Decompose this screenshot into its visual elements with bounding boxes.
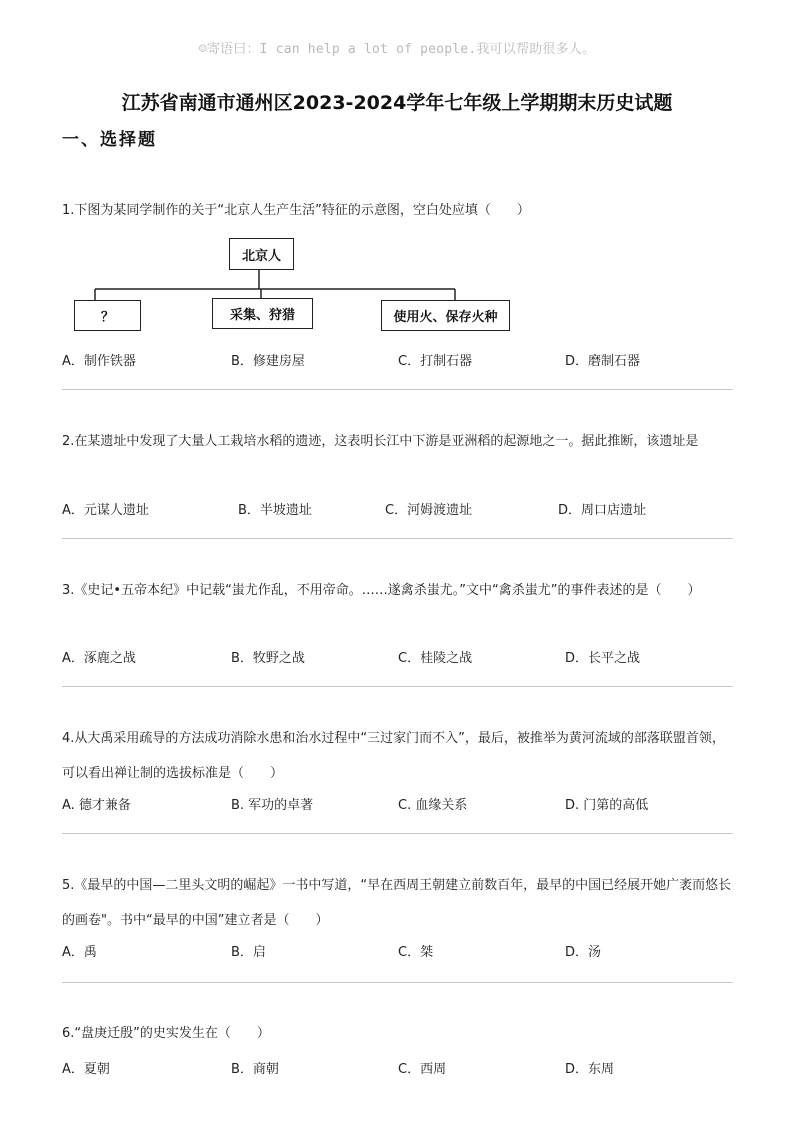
question-1-diagram-connectors xyxy=(0,0,794,340)
question-6-stem: 6.“盘庚迁殷”的史实发生在（ ） xyxy=(62,1026,270,1041)
question-2-option-b[interactable]: B．半坡遗址 xyxy=(238,503,312,518)
question-4-option-c[interactable]: C. 血缘关系 xyxy=(398,798,468,813)
question-1-stem: 1.下图为某同学制作的关于“北京人生产生活”特征的示意图，空白处应填（ ） xyxy=(62,203,530,218)
divider xyxy=(62,833,733,834)
question-2-stem: 2.在某遗址中发现了大量人工栽培水稻的遗迹，这表明长江中下游是亚洲稻的起源地之一。据此推断，该遗址是 xyxy=(62,434,699,449)
question-4-option-a[interactable]: A. 德才兼备 xyxy=(62,798,131,813)
question-6-option-a[interactable]: A．夏朝 xyxy=(62,1062,110,1077)
section-heading: 一、选择题 xyxy=(62,130,157,150)
question-2-option-a[interactable]: A．元谋人遗址 xyxy=(62,503,149,518)
diagram-root-box: 北京人 xyxy=(229,238,294,270)
divider xyxy=(62,538,733,539)
question-5-option-b[interactable]: B．启 xyxy=(231,945,266,960)
question-4-stem: 4.从大禹采用疏导的方法成功消除水患和治水过程中“三过家门而不入”，最后，被推举为黄河流域的部落联盟首领，可以看出禅让制的选拔标准是（ ） xyxy=(62,731,725,781)
divider xyxy=(62,686,733,687)
question-6-option-b[interactable]: B．商朝 xyxy=(231,1062,279,1077)
diagram-gathering-box: 采集、狩猎 xyxy=(212,298,313,329)
divider xyxy=(62,982,733,983)
question-3-stem: 3.《史记•五帝本纪》中记载“蚩尤作乱，不用帝命。……遂禽杀蚩尤。”文中“禽杀蚩尤”的事件表述的是（ ） xyxy=(62,583,701,598)
question-6-option-d[interactable]: D．东周 xyxy=(565,1062,615,1077)
question-3-option-c[interactable]: C．桂陵之战 xyxy=(398,651,473,666)
divider xyxy=(62,389,733,390)
question-4-option-d[interactable]: D. 门第的高低 xyxy=(565,798,649,813)
question-2-option-d[interactable]: D．周口店遗址 xyxy=(558,503,647,518)
question-1-option-b[interactable]: B．修建房屋 xyxy=(231,354,305,369)
question-4-option-b[interactable]: B. 军功的卓著 xyxy=(231,798,314,813)
question-5-stem: 5.《最早的中国—二里头文明的崛起》一书中写道，“早在西周王朝建立前数百年，最早的中国已经展开她广袤而悠长的画卷"。书中“最早的中国”建立者是（ ） xyxy=(62,878,732,928)
question-1-option-d[interactable]: D．磨制石器 xyxy=(565,354,641,369)
question-2-option-c[interactable]: C．河姆渡遗址 xyxy=(385,503,473,518)
question-1-option-c[interactable]: C．打制石器 xyxy=(398,354,473,369)
exam-title: 江苏省南通市通州区2023-2024学年七年级上学期期末历史试题 xyxy=(121,92,673,114)
question-5-option-d[interactable]: D．汤 xyxy=(565,945,602,960)
question-3-option-a[interactable]: A．涿鹿之战 xyxy=(62,651,136,666)
question-5-option-a[interactable]: A．禹 xyxy=(62,945,97,960)
motto-header: ☺寄语曰：I can help a lot of people.我可以帮助很多人。 xyxy=(198,42,596,57)
question-1-option-a[interactable]: A．制作铁器 xyxy=(62,354,136,369)
diagram-blank-box: ？ xyxy=(74,300,141,331)
question-3-option-d[interactable]: D．长平之战 xyxy=(565,651,641,666)
question-3-option-b[interactable]: B．牧野之战 xyxy=(231,651,305,666)
diagram-fire-box: 使用火、保存火种 xyxy=(381,300,510,331)
question-5-option-c[interactable]: C．桀 xyxy=(398,945,434,960)
question-6-option-c[interactable]: C．西周 xyxy=(398,1062,447,1077)
